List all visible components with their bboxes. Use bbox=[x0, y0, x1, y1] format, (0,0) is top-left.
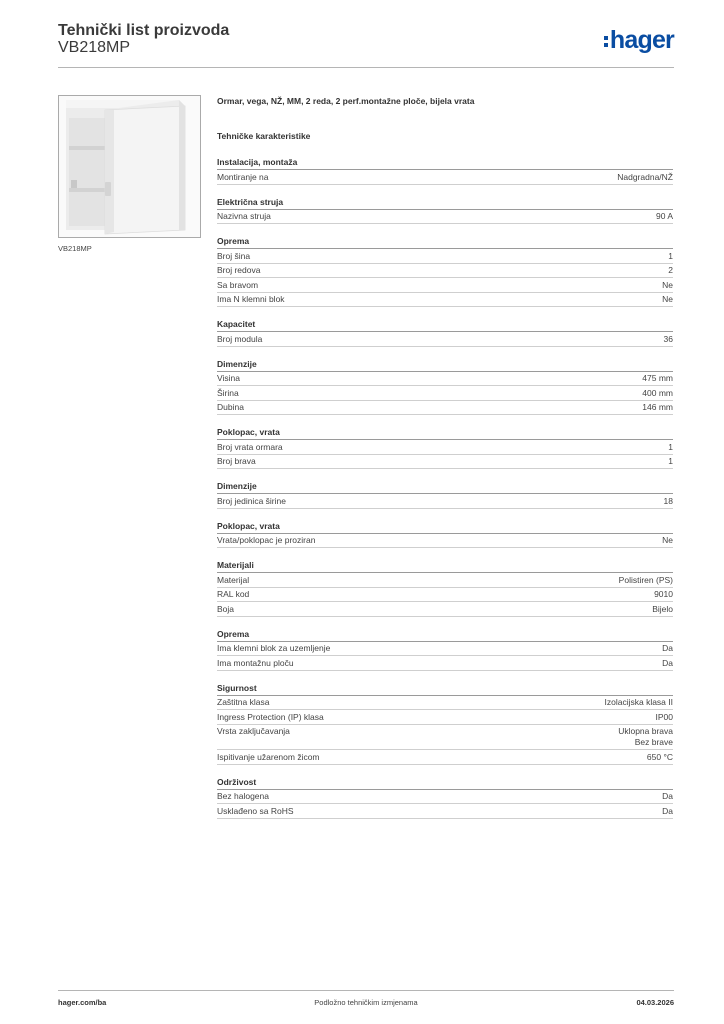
spec-value-line: Ne bbox=[662, 535, 673, 545]
spec-value-line: IP00 bbox=[655, 711, 673, 722]
spec-row bbox=[217, 264, 673, 279]
spec-label: Broj redova bbox=[217, 265, 261, 275]
spec-label: Broj vrata ormara bbox=[217, 441, 283, 452]
spec-label: Sa bravom bbox=[217, 279, 259, 290]
section-title: Instalacija, montaža bbox=[217, 157, 673, 170]
spec-value-line: 400 mm bbox=[642, 387, 673, 398]
section-title: Električna struja bbox=[217, 197, 673, 210]
spec-row bbox=[217, 602, 673, 617]
spec-row bbox=[217, 534, 673, 549]
spec-section bbox=[217, 629, 673, 671]
spec-row bbox=[217, 293, 673, 308]
spec-value-line: 146 mm bbox=[642, 402, 673, 412]
spec-value-line: Da bbox=[662, 791, 673, 801]
spec-value bbox=[662, 535, 673, 546]
spec-row bbox=[217, 170, 673, 185]
spec-value bbox=[617, 172, 673, 183]
spec-label: Boja bbox=[217, 603, 235, 614]
section-title: Dimenzije bbox=[217, 359, 673, 372]
spec-row bbox=[217, 440, 673, 455]
spec-label: Širina bbox=[217, 387, 239, 398]
spec-row bbox=[217, 386, 673, 401]
spec-value-line: Polistiren (PS) bbox=[618, 574, 673, 585]
section-title: Kapacitet bbox=[217, 319, 673, 332]
page-footer bbox=[58, 990, 674, 1010]
spec-label: Vrsta zaključavanja bbox=[217, 726, 290, 736]
page-header bbox=[58, 22, 674, 68]
spec-value-line: Bijelo bbox=[652, 603, 673, 614]
spec-row bbox=[217, 656, 673, 671]
spec-label: Ispitivanje užarenom žicom bbox=[217, 751, 320, 762]
spec-value bbox=[605, 697, 674, 708]
spec-value bbox=[662, 294, 673, 305]
spec-value-line: Ne bbox=[662, 294, 673, 304]
spec-value bbox=[662, 643, 673, 654]
spec-value bbox=[642, 388, 673, 399]
spec-value-line: 650 °C bbox=[646, 751, 673, 762]
spec-value bbox=[664, 334, 673, 345]
spec-value-line: 9010 bbox=[654, 589, 673, 599]
section-title: Poklopac, vrata bbox=[217, 521, 673, 534]
spec-value-line: 36 bbox=[663, 333, 673, 344]
spec-value bbox=[662, 791, 673, 802]
section-title: Dimenzije bbox=[217, 481, 673, 494]
spec-value-line: 1 bbox=[668, 250, 673, 261]
spec-value bbox=[664, 496, 673, 507]
spec-row bbox=[217, 210, 673, 225]
spec-value-line: Da bbox=[662, 643, 673, 653]
section-title: Održivost bbox=[217, 777, 673, 790]
spec-label: Broj šina bbox=[217, 250, 251, 261]
spec-value bbox=[654, 589, 673, 600]
spec-row bbox=[217, 249, 673, 264]
spec-section bbox=[217, 157, 673, 185]
product-description: Ormar, vega, NŽ, MM, 2 reda, 2 perf.montažne ploče, bijela vrata bbox=[217, 96, 475, 106]
logo-dots-icon bbox=[604, 36, 608, 47]
spec-value-line: Ne bbox=[662, 279, 673, 290]
product-image bbox=[58, 95, 201, 238]
spec-label: Montiranje na bbox=[217, 171, 269, 182]
spec-label: Broj modula bbox=[217, 333, 263, 344]
spec-value bbox=[642, 373, 673, 384]
spec-value bbox=[668, 265, 673, 276]
spec-row bbox=[217, 401, 673, 416]
logo-text: hager bbox=[609, 25, 674, 54]
spec-section bbox=[217, 560, 673, 617]
spec-value bbox=[652, 604, 673, 615]
section-title: Oprema bbox=[217, 236, 673, 249]
section-title: Sigurnost bbox=[217, 683, 673, 696]
spec-label: Visina bbox=[217, 373, 240, 383]
spec-row bbox=[217, 750, 673, 765]
spec-section bbox=[217, 236, 673, 307]
spec-row bbox=[217, 642, 673, 657]
spec-value bbox=[618, 726, 673, 748]
spec-value bbox=[668, 456, 673, 467]
spec-value bbox=[656, 211, 673, 222]
spec-label: Zaštitna klasa bbox=[217, 697, 270, 707]
image-caption: VB218MP bbox=[58, 244, 92, 253]
spec-value-line: 475 mm bbox=[642, 373, 673, 383]
tech-characteristics-title: Tehničke karakteristike bbox=[217, 131, 311, 141]
cabinet-illustration bbox=[59, 96, 200, 237]
footer-notice: Podložno tehničkim izmjenama bbox=[314, 998, 418, 1007]
spec-value bbox=[642, 402, 673, 413]
spec-label: Materijal bbox=[217, 574, 250, 585]
product-code: VB218MP bbox=[58, 39, 131, 56]
spec-row bbox=[217, 725, 673, 751]
spec-value-line: Nadgradna/NŽ bbox=[617, 171, 673, 182]
section-title: Oprema bbox=[217, 629, 673, 642]
spec-label: Ima klemni blok za uzemljenje bbox=[217, 643, 331, 653]
spec-value-line: Da bbox=[662, 657, 673, 668]
spec-value-line: 18 bbox=[663, 495, 673, 506]
spec-label: Broj jedinica širine bbox=[217, 495, 286, 506]
spec-row bbox=[217, 790, 673, 805]
section-title: Poklopac, vrata bbox=[217, 427, 673, 440]
spec-row bbox=[217, 573, 673, 588]
spec-label: Broj brava bbox=[217, 456, 256, 466]
spec-value bbox=[662, 280, 673, 291]
spec-row bbox=[217, 588, 673, 603]
spec-value bbox=[662, 658, 673, 669]
spec-row bbox=[217, 710, 673, 725]
spec-value-line: 1 bbox=[668, 456, 673, 466]
spec-row bbox=[217, 455, 673, 470]
footer-website: hager.com/ba bbox=[58, 998, 107, 1007]
footer-date: 04.03.2026 bbox=[636, 998, 674, 1007]
hager-logo bbox=[604, 26, 674, 54]
spec-value-line: Uklopna brava bbox=[618, 726, 673, 736]
spec-section bbox=[217, 197, 673, 225]
spec-label: Ima montažnu ploču bbox=[217, 657, 294, 668]
spec-value bbox=[647, 752, 673, 763]
spec-section bbox=[217, 319, 673, 347]
spec-value bbox=[668, 251, 673, 262]
spec-row bbox=[217, 332, 673, 347]
spec-value-line: 2 bbox=[668, 265, 673, 275]
spec-label: Ima N klemni blok bbox=[217, 294, 285, 304]
spec-label: Vrata/poklopac je proziran bbox=[217, 535, 316, 545]
spec-value bbox=[619, 575, 673, 586]
spec-value-line: Bez brave bbox=[634, 737, 673, 747]
spec-row bbox=[217, 804, 673, 819]
spec-value-line: Da bbox=[662, 805, 673, 816]
spec-row bbox=[217, 278, 673, 293]
spec-content bbox=[217, 96, 673, 831]
spec-value-line: 1 bbox=[668, 441, 673, 452]
spec-value bbox=[668, 442, 673, 453]
spec-sections bbox=[217, 157, 673, 819]
spec-value-line: Izolacijska klasa II bbox=[604, 697, 673, 707]
spec-value-line: 90 A bbox=[655, 211, 673, 221]
spec-row bbox=[217, 696, 673, 711]
spec-section bbox=[217, 481, 673, 509]
spec-section bbox=[217, 777, 673, 819]
spec-label: Ingress Protection (IP) klasa bbox=[217, 711, 324, 722]
spec-row bbox=[217, 494, 673, 509]
document-title: Tehnički list proizvoda bbox=[58, 22, 230, 39]
spec-label: Usklađeno sa RoHS bbox=[217, 805, 294, 816]
spec-row bbox=[217, 372, 673, 387]
spec-label: Nazivna struja bbox=[217, 211, 271, 221]
spec-section bbox=[217, 521, 673, 549]
spec-section bbox=[217, 427, 673, 469]
spec-value bbox=[662, 806, 673, 817]
spec-label: Dubina bbox=[217, 402, 244, 412]
spec-label: Bez halogena bbox=[217, 791, 269, 801]
spec-section bbox=[217, 359, 673, 416]
spec-section bbox=[217, 683, 673, 765]
spec-label: RAL kod bbox=[217, 589, 250, 599]
spec-value bbox=[656, 712, 674, 723]
section-title: Materijali bbox=[217, 560, 673, 573]
